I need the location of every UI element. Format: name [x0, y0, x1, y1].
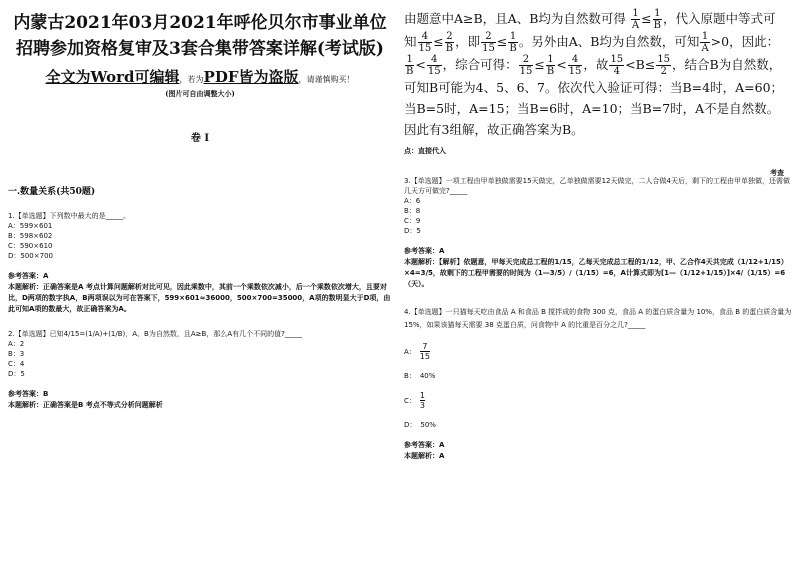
option-d [404, 420, 794, 430]
denominator: 15 [419, 352, 430, 361]
answer-label: 参考答案：A [8, 272, 49, 280]
if-pdf-text: ，若为 [179, 75, 204, 84]
text: 综合可得： [455, 57, 518, 72]
check-label: 考查 [770, 169, 784, 177]
volume-label: 卷 I [190, 133, 210, 144]
question-stem: 3.【单选题】一项工程由甲单独做需要15天做完，乙单独做需要12天做完，二人合做4天后，剩下的工程由甲单独做，还需做几天方可做完?_____ [404, 177, 790, 195]
fraction: $\frac{4}{15}$ [418, 31, 432, 54]
option-letter: D： [404, 421, 417, 429]
option-value: 50% [420, 421, 436, 429]
document-title: 内蒙古2021年03月2021年呼伦贝尔市事业单位招聘参加资格复审及3套合集带答案详解(考试版) [13, 13, 387, 59]
solution-line-2: 知 $\frac{4}{15}$ ≤ $\frac{2}{B}$ ，即 $\frac{2}{15}$ ≤ $\frac{1}{B}$ 。另外由A、B均为自然数，可知 $\frac{1}{A}$ >0，因此： [404, 31, 780, 54]
question-3 [404, 176, 794, 236]
option-a: A：2 [8, 340, 25, 348]
text: ，代入原题中等式可 [662, 11, 776, 26]
answer-label: 参考答案：B [8, 390, 49, 398]
fraction [420, 391, 425, 410]
numerator: 1 [419, 391, 425, 400]
question-stem: 2.【单选题】已知4/15=(1/A)+(1/B)，A、B为自然数，且A≥B，那么A有几个不同的值?_____ [8, 330, 303, 338]
question-4 [404, 306, 794, 430]
word-editable-note: 全文为Word可编辑 [45, 68, 180, 86]
option-d: D：500×700 [8, 252, 53, 260]
text: ，因此： [729, 34, 780, 49]
answer-block-4 [404, 440, 794, 462]
answer-label: 参考答案：A [404, 441, 445, 449]
option-c: C：590×610 [8, 242, 53, 250]
fraction: $\frac{4}{15}$ [427, 54, 441, 77]
option-b: B：598×602 [8, 232, 53, 240]
option-d: D：5 [404, 227, 421, 235]
fraction: $\frac{1}{B}$ [406, 54, 414, 77]
question-2 [8, 329, 392, 379]
question-stem: 4.【单选题】一只猫每天吃由食品 A 和食品 B 搅拌成的食物 300 克，食品 A 的蛋白质含量为 10%，食品 B 的蛋白质含量为 15%，如果该猫每天需要 38 克蛋白质，问食物中 A 的比重是百分之几?_____ [404, 308, 792, 329]
subtitle-line [8, 66, 392, 87]
text: 知 [404, 34, 417, 49]
solution-line-1: 由题意中A≥B，且A、B均为自然数可得 $\frac{1}{A}$ ≤ $\frac{1}{B}$ ，代入原题中等式可 [404, 8, 776, 31]
answer-block-3 [404, 246, 794, 290]
solution-continuation [404, 8, 794, 140]
fraction: $\frac{15}{4}$ [610, 54, 624, 77]
option-b: B：3 [8, 350, 25, 358]
answer-label: 参考答案：A [404, 247, 445, 255]
option-a [404, 342, 794, 361]
question-1 [8, 211, 392, 261]
option-value: 40% [419, 372, 436, 380]
option-letter: B： [404, 372, 416, 380]
option-a: A：599×601 [8, 222, 53, 230]
fraction: $\frac{1}{B}$ [653, 8, 661, 31]
option-letter: C： [404, 396, 416, 405]
numerator: 7 [420, 342, 430, 352]
fraction: $\frac{15}{2}$ [657, 54, 671, 77]
fraction: $\frac{2}{15}$ [519, 54, 533, 77]
fraction: $\frac{2}{B}$ [445, 31, 454, 54]
text: ，结合B为自然数， [672, 57, 782, 72]
option-d: D：5 [8, 370, 25, 378]
text: 故 [595, 57, 609, 72]
fraction: $\frac{1}{B}$ [546, 54, 555, 77]
answer-block-2 [8, 389, 392, 411]
text: 由题意中A≥B，且A、B均为自然数可得 [404, 11, 626, 26]
question-stem: 1.【单选题】下列数中最大的是_____。 [8, 212, 131, 220]
option-c: C：9 [404, 217, 421, 225]
explanation: 本题解析：【解析】依题意，甲每天完成总工程的1/15，乙每天完成总工程的1/12，甲、乙合作4天共完成（1/12+1/15）×4=3/5，故剩下的工程甲需要的时间为（1—3/5）/（1/15）=6，A计算式即为[1—（1/12+1/15）]×4/（1/15）=6（天）。 [404, 258, 788, 288]
right-column [404, 0, 794, 462]
solution-line-5: 当B=5时，A=15；当B=6时，A=10；当B=7时，A不是自然数。 [404, 101, 780, 116]
fraction: $\frac{2}{15}$ [482, 31, 495, 54]
solution-line-3: $\frac{1}{B}$ < $\frac{4}{15}$ ，综合可得： $\frac{2}{15}$ ≤ $\frac{1}{B}$ < $\frac{4}{15}$ ，故 $\frac{15}{4}$ <B≤ $\frac{15}{2}$ ，结合B为自然数， [406, 54, 782, 77]
text: 另外由A、B均为自然数，可知 [531, 34, 700, 49]
explanation: 本题解析：正确答案是A 考点计算问题解析对比可见，因此乘数中，其前一个乘数依次减小，后一个乘数依次增大，且要对比，D两项的数字执A，B两项误以为可在答案下，599×601≈36000，500×700=35000，A项的数明显大于D项，由此可知A项的数最大，故正确答案为A。 [8, 283, 391, 313]
left-column [8, 0, 392, 411]
denominator: 3 [419, 401, 425, 410]
image-resize-note: (图片可自由调整大小) [165, 89, 235, 98]
fraction: $\frac{1}{B}$ [509, 31, 517, 54]
fraction: $\frac{1}{A}$ [631, 8, 640, 31]
fraction: $\frac{4}{15}$ [568, 54, 582, 77]
section-title: 一.数量关系(共50题) [8, 187, 96, 197]
pdf-pirated-note: PDF皆为盗版 [203, 68, 299, 86]
explanation: 本题解析：A [404, 452, 445, 460]
option-a: A：6 [404, 197, 421, 205]
option-letter: A： [404, 347, 416, 356]
fraction [420, 342, 430, 361]
answer-block-1 [8, 271, 392, 315]
text: 即 [467, 34, 481, 49]
option-b [404, 371, 794, 381]
solution-line-4: 可知B可能为4、5、6、7。依次代入验证可得：当B=4时，A=60； [404, 80, 784, 95]
buy-caution-text: ，请谨慎购买！ [298, 75, 355, 84]
knowledge-point: 点：直接代入 [404, 147, 446, 155]
option-c [404, 391, 794, 410]
explanation: 本题解析：正确答案是B 考点不等式分析问题解析 [8, 401, 163, 409]
option-b: B：8 [404, 207, 421, 215]
fraction: $\frac{1}{A}$ [701, 31, 709, 54]
solution-line-6: 因此有3组解，故正确答案为B。 [404, 122, 584, 137]
option-c: C：4 [8, 360, 25, 368]
